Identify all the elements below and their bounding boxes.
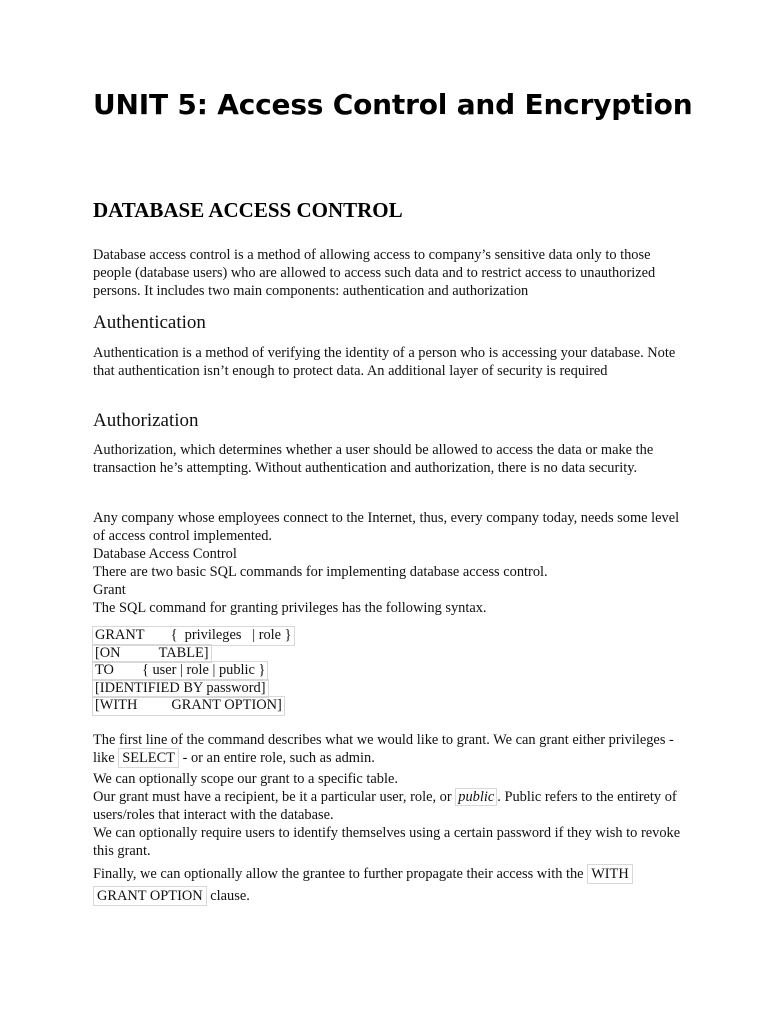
authentication-text: Authentication is a method of verifying the identity of a person who is accessing your database. Note that authentication isn’t enough to protect data. An additional layer of security is required: [93, 345, 676, 379]
explain-first-line: The first line of the command describes what we would like to grant. We can grant either privileges - like SELECT - or an entire role, such as admin.: [93, 732, 674, 766]
explanation-block: [93, 731, 683, 907]
select-keyword: SELECT: [118, 748, 179, 768]
authentication-heading: Authentication: [93, 312, 206, 333]
company-text: Any company whose employees connect to the Internet, thus, every company today, needs some level of access control implemented.: [93, 510, 680, 544]
grant-line: Grant: [93, 582, 126, 598]
authentication-paragraph: [93, 344, 683, 380]
syntax-line-1: [93, 626, 683, 644]
grant-option-keyword: GRANT OPTION: [93, 886, 207, 906]
syntax-line-3: [93, 661, 683, 679]
explain-password-line: We can optionally require users to identify themselves using a certain password if they wish to revoke this grant.: [93, 825, 681, 859]
syntax-privileges-clause: { privileges | role }: [170, 627, 292, 643]
explain-recipient-line: Our grant must have a recipient, be it a particular user, role, or public . Public refers to the entirety of users/roles that interact with the database.: [93, 789, 677, 823]
authorization-text: Authorization, which determines whether a user should be allowed to access the data or make the transaction he’s attempting. Without authentication and authorization, there is no data security.: [93, 442, 654, 476]
dac-line: Database Access Control: [93, 546, 237, 562]
syntax-grant-option-clause: GRANT OPTION]: [171, 697, 282, 713]
explain-scope-line: We can optionally scope our grant to a specific table.: [93, 771, 398, 787]
section-title: DATABASE ACCESS CONTROL: [93, 198, 403, 222]
authorization-heading: Authorization: [93, 410, 199, 431]
syntax-grant-keyword: GRANT: [95, 627, 145, 643]
syntax-recipient-clause: { user | role | public }: [141, 662, 266, 678]
intro-text: Database access control is a method of allowing access to company’s sensitive data only to those people (database users) who are allowed to access such data and to restrict access to unauthorized persons. It includes two main components: authentication and authorization: [93, 247, 656, 299]
authorization-paragraph: [93, 441, 683, 477]
explain-final-line: Finally, we can optionally allow the grantee to further propagate their access with the WITH GRANT OPTION clause.: [93, 863, 683, 907]
company-paragraph: [93, 509, 683, 617]
two-commands-line: There are two basic SQL commands for implementing database access control.: [93, 564, 548, 580]
with-keyword: WITH: [587, 864, 633, 884]
syntax-identified-clause: [IDENTIFIED BY password]: [95, 679, 266, 696]
syntax-line-5: [93, 696, 683, 714]
syntax-intro-line: The SQL command for granting privileges has the following syntax.: [93, 600, 487, 616]
syntax-table-clause: TABLE]: [158, 644, 209, 661]
syntax-with-keyword: [WITH: [95, 697, 138, 713]
intro-paragraph: [93, 246, 683, 300]
syntax-line-4: [93, 679, 683, 697]
syntax-to-keyword: TO: [95, 662, 114, 678]
grant-syntax-block: [93, 626, 683, 714]
unit-title: UNIT 5: Access Control and Encryption: [93, 88, 693, 121]
public-keyword: public: [455, 788, 497, 806]
syntax-on-keyword: [ON: [95, 644, 121, 661]
syntax-line-2: [93, 644, 683, 662]
